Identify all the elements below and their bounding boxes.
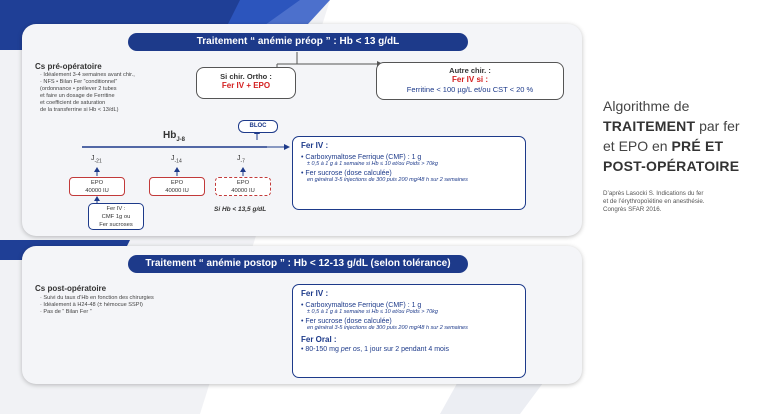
epo-box-j14: EPO 40000 IU [149, 177, 205, 196]
j7-label: $J_{-7}$ [237, 155, 245, 165]
side-title: Algorithme de TRAITEMENT par fer et EPO en PRÉ ET POST-OPÉRATOIRE [603, 98, 740, 174]
postop-bullets: · Suivi du taux d’Hb en fonction des chirurgies · Idéalement à H24-48 (± hémocue SSPI) · Pas de “ Bilan Fer ” [40, 295, 154, 315]
fer-iv-left-box: Fer IV : CMF 1g ou Fer sucroses [88, 203, 144, 230]
preop-bullets: · Idéalement 3-4 semaines avant chir., · NFS • Bilan Fer “conditionnel” (ordonnance • prélever 2 tubes et faire un dosage de Ferritine et coefficient de saturation de la transferrine si Hb < 13/dL) [40, 72, 135, 113]
si-hb-note: Si Hb < 13,5 g/dL [214, 206, 267, 213]
hb-label: $Hb_{J-8}$ [163, 130, 186, 143]
preop-fer-iv-box: Fer IV : • Carboxymaltose Ferrique (CMF) : 1 g ± 0,5 à 1 g à 1 semaine si Hb ≤ 10 et/ou Poids > 70kg • Fer sucrose (dose calculée) en général 3-5 injections de 300 puis 200 mg/48 h sur 2 semaines [292, 136, 526, 210]
postop-title-pill: Traitement “ anémie postop ” : Hb < 12-13 g/dL (selon tolérance) [128, 255, 468, 273]
j14-label: $J_{-14}$ [171, 155, 182, 165]
preop-title-pill: Traitement “ anémie préop ” : Hb < 13 g/dL [128, 33, 468, 51]
bloc-label: BLOC [238, 120, 278, 133]
preop-section-title: Cs pré-opératoire [35, 62, 102, 71]
epo-box-j7: EPO 40000 IU [215, 177, 271, 196]
postop-section-title: Cs post-opératoire [35, 284, 107, 293]
epo-box-j21: EPO 40000 IU [69, 177, 125, 196]
ortho-box: Si chir. Ortho : Fer IV + EPO [196, 67, 296, 99]
postop-fer-box: Fer IV : • Carboxymaltose Ferrique (CMF) : 1 g ± 0,5 à 1 g à 1 semaine si Hb ≤ 10 et/ou Poids > 70kg • Fer sucrose (dose calculée) en général 3-5 injections de 300 puis 200 mg/48 h sur 2 semaines Fer Oral : • 80-150 mg per os, 1 jour sur 2 pendant 4 mois [292, 284, 526, 378]
side-reference: D’après Lasocki S. Indications du fer et de l’érythropoïétine en anesthésie. Congrès SFAR 2016. [603, 190, 705, 213]
autre-chir-box: Autre chir. : Fer IV si : Ferritine < 100 µg/L et/ou CST < 20 % [376, 62, 564, 100]
j21-label: $J_{-21}$ [91, 155, 102, 165]
